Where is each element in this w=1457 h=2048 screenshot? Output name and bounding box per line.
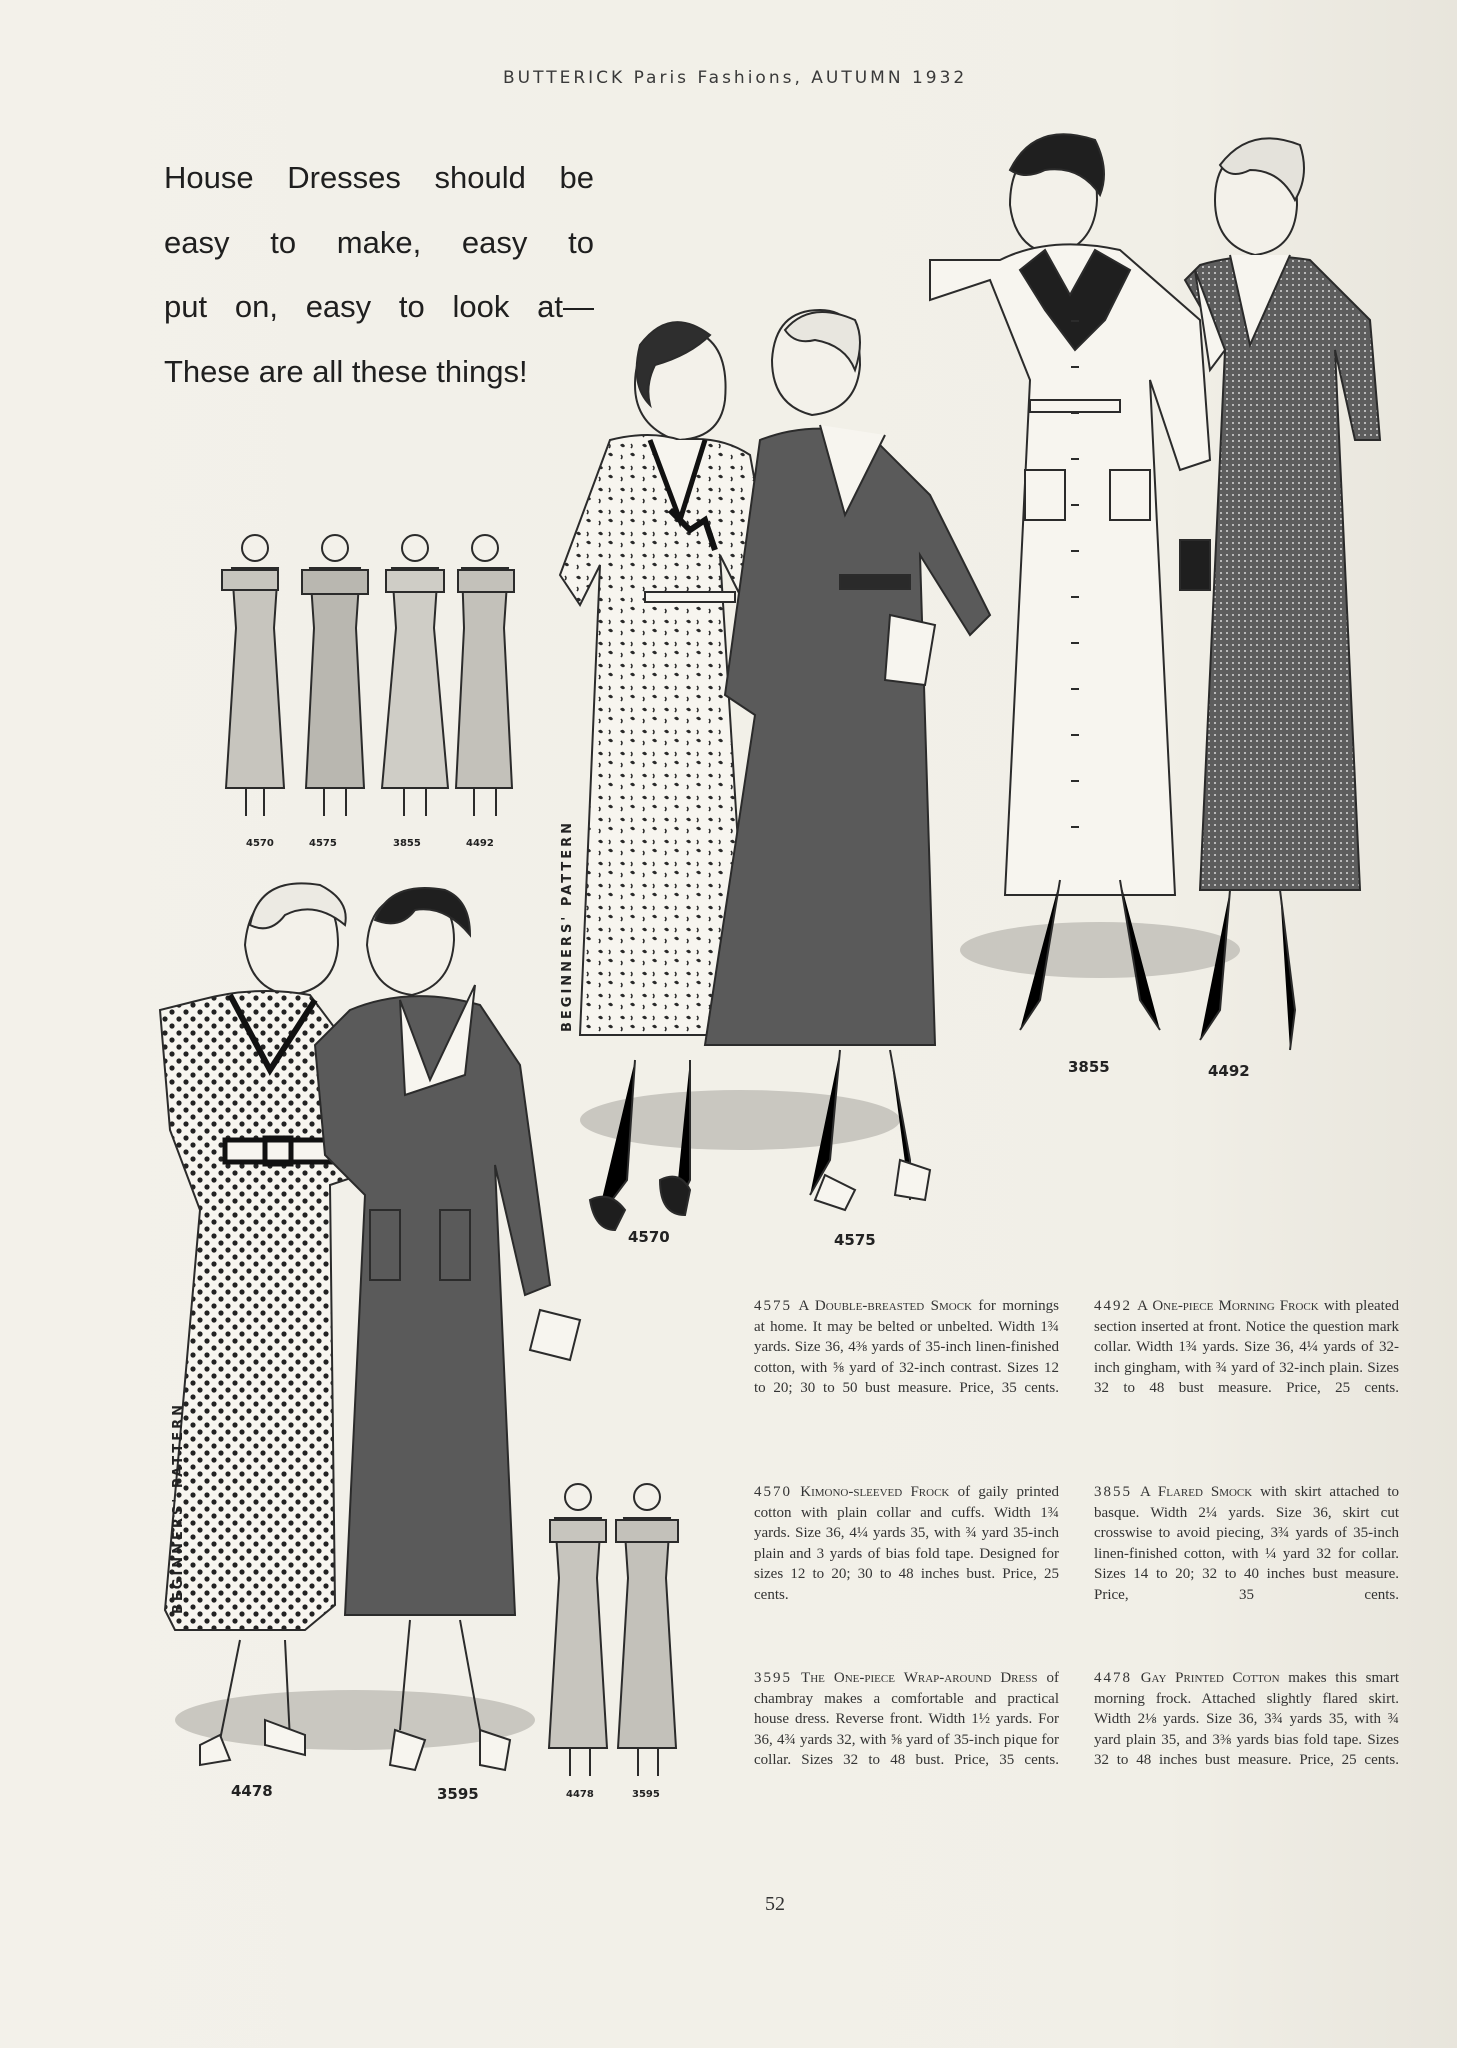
page-header: BUTTERICK Paris Fashions, AUTUMN 1932 [503, 68, 968, 88]
back-view-4570 [222, 535, 284, 816]
beginners-pattern-badge-center: BEGINNERS' PATTERN [560, 819, 575, 1032]
description-4575: 4575 A Double-breasted Smock for mornings at home. It may be belted or unbelted. Width 1¾ yards. Size 36, 4⅜ yards of 35-inch linen-finished cotton, with ⅝ yard of 32-inch contrast. Sizes 12 to 20; 30 to 50 bust measure. Price, 35 cents. [754, 1298, 1060, 1397]
figure-4478 [160, 883, 360, 1765]
description-4492: 4492 A One-piece Morning Frock with pleated section inserted at front. Notice the question mark collar. Width 1¾ yards. Size 36, 4¼ yards of 32-inch gingham, with ¾ yard of 32-inch plain. Sizes 32 to 48 bust measure. Price, 25 cents. [1094, 1298, 1399, 1397]
pattern-number: 3595 [632, 1789, 660, 1800]
pattern-number: 4575 [834, 1231, 876, 1249]
headline-line: House Dresses should be [164, 160, 594, 195]
pattern-number: 3855 [1068, 1058, 1110, 1076]
page-number: 52 [765, 1893, 785, 1915]
description-3855: 3855 A Flared Smock with skirt attached to basque. Width 2¼ yards. Size 36, skirt cut crosswise to avoid piecing, 3¾ yards of 35-inch linen-finished cotton, with ¼ yard 32 for collar. Sizes 14 to 20; 32 to 40 inches bust measure. Price, 35 cents. [1094, 1484, 1399, 1603]
back-view-4478 [549, 1484, 607, 1776]
headline-line: These are all these things! [164, 353, 528, 389]
floor-shadow [960, 922, 1240, 978]
pattern-number: 4492 [466, 838, 494, 849]
back-view-4575 [302, 535, 368, 816]
figure-4575 [705, 310, 990, 1210]
pattern-number: 4478 [231, 1782, 273, 1800]
back-view-3855 [382, 535, 448, 816]
description-4478: 4478 Gay Printed Cotton makes this smart morning frock. Attached slightly flared skirt. Width 2⅛ yards. Size 36, 3¾ yards 35, with ¾ yard plain 35, and 3⅜ yards bias fold tape. Sizes 32 to 48 inches bust measure. Price, 25 cents. [1094, 1670, 1399, 1769]
figure-4492 [1180, 138, 1380, 1050]
headline-line: put on, easy to look at— [164, 289, 594, 324]
description-4570: 4570 Kimono-sleeved Frock of gaily printed cotton with plain collar and cuffs. Width 1¾ yards. Size 36, 4¼ yards 35, with ¾ yard 35-inch plain and 3 yards of bias fold tape. Designed for sizes 12 to 20; 30 to 48 inches bust. Price, 25 cents. [754, 1484, 1060, 1603]
pattern-number: 4575 [309, 838, 337, 849]
pattern-number: 3595 [437, 1785, 479, 1803]
pattern-number: 4570 [628, 1228, 670, 1246]
pattern-number: 4478 [566, 1789, 594, 1800]
pattern-number: 4492 [1208, 1062, 1250, 1080]
back-view-3595 [616, 1484, 678, 1776]
pattern-number: 3855 [393, 838, 421, 849]
figure-3595 [315, 888, 580, 1770]
description-3595: 3595 The One-piece Wrap-around Dress of chambray makes a comfortable and practical house dress. Reverse front. Width 1½ yards. For 36, 4¾ yards 32, with ⅝ yard of 35-inch pique for collar. Sizes 32 to 48 bust. Price, 35 cents. [754, 1670, 1059, 1769]
back-view-4492 [456, 535, 514, 816]
pattern-number: 4570 [246, 838, 274, 849]
headline [164, 146, 594, 404]
headline-line: easy to make, easy to [164, 224, 594, 260]
beginners-pattern-badge-left: BEGINNERS' PATTERN [171, 1401, 186, 1614]
